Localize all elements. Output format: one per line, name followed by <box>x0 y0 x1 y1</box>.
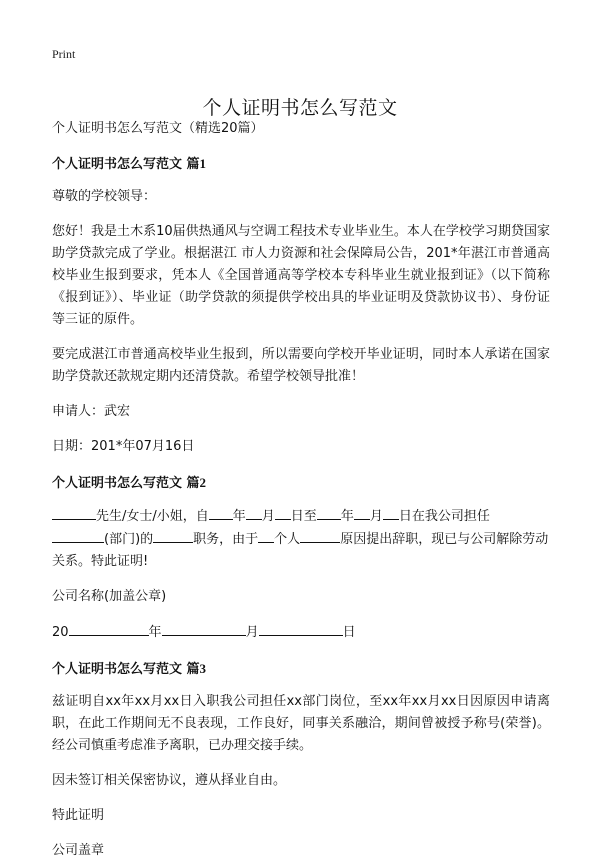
section1-heading <box>52 153 550 176</box>
section2-text-day-work: 日在我公司担任 <box>398 509 490 524</box>
section2-text-month-2: 月 <box>369 509 383 524</box>
section2-heading <box>52 472 550 495</box>
document-body <box>52 118 550 862</box>
document-title: 个人证明书怎么写范文 <box>202 96 398 119</box>
print-label[interactable]: Print <box>52 47 76 61</box>
section2-date-month: 月 <box>245 625 259 640</box>
section2-company: 公司名称(加盖公章) <box>52 589 167 604</box>
section2-heading-text: 个人证明书怎么写范文 <box>52 476 183 491</box>
section2-body <box>52 505 550 573</box>
section3-paragraph-1: 兹证明自xx年xx月xx日入职我公司担任xx部门岗位，至xx年xx月xx日因原因申请离职，在此工作期间无不良表现，工作良好，同事关系融洽，期间曾被授予称号(荣誉)。经公司慎重考虑准予离职，已办理交接手续。 <box>52 694 550 753</box>
intro-line: 个人证明书怎么写范文（精选20篇） <box>52 121 264 136</box>
section1-paragraph-2: 要完成湛江市普通高校毕业生报到，所以需要向学校开毕业证明，同时本人承诺在国家助学贷款还款规定期内还清贷款。希望学校领导批准！ <box>52 347 550 384</box>
blank-end-month <box>354 505 370 520</box>
section1-heading-num: 篇1 <box>186 156 207 171</box>
section2-date-line <box>52 621 550 644</box>
section3-heading-num: 篇3 <box>186 661 207 676</box>
section1-date: 日期：201*年07月16日 <box>52 439 195 454</box>
blank-start-year <box>209 505 233 520</box>
section2-date-prefix: 20 <box>52 625 69 640</box>
section1-salutation: 尊敬的学校领导： <box>52 189 157 204</box>
section3-certification: 特此证明 <box>52 808 105 823</box>
blank-end-day <box>383 505 399 520</box>
section2-text-year-2: 年 <box>340 509 354 524</box>
section2-text-title: 先生/女士/小姐，自 <box>96 509 209 524</box>
section3-paragraph-2: 因未签订相关保密协议，遵从择业自由。 <box>52 773 287 788</box>
blank-reason <box>300 528 340 543</box>
section1-paragraph-1: 您好！我是土木系10届供热通风与空调工程技术专业毕业生。本人在学校学习期贷国家助学贷款完成了学业。根据湛江 市人力资源和社会保障局公告，201*年湛江市普通高校毕业生报到要求，凭本人《全国普通高等学校本专科毕业生就业报到证》（以下简称《报到证》）、毕业证（助学贷款的须提供学校出具的毕业证明及贷款协议书）、身份证等三证的原件。 <box>52 224 550 327</box>
section2-text-job: 职务，由于 <box>193 532 259 547</box>
blank-sign-day <box>259 621 343 636</box>
section2-date-year: 年 <box>148 625 162 640</box>
blank-job <box>153 528 193 543</box>
section2-text-year: 年 <box>232 509 246 524</box>
blank-department <box>52 528 104 543</box>
blank-sign-month <box>162 621 246 636</box>
blank-start-day <box>275 505 291 520</box>
section2-text-day-to: 日至 <box>290 509 317 524</box>
section2-text-end: 原因提出辞职，现已与公司解除劳动关系。特此证明! <box>52 532 549 569</box>
blank-start-month <box>246 505 262 520</box>
section3-seal: 公司盖章 <box>52 843 105 858</box>
section1-heading-text: 个人证明书怎么写范文 <box>52 157 183 172</box>
blank-end-year <box>317 505 341 520</box>
section2-text-personal: 个人 <box>274 532 301 547</box>
section1-applicant: 申请人：武宏 <box>52 404 131 419</box>
section2-heading-num: 篇2 <box>186 475 207 490</box>
blank-sign-year <box>69 621 149 636</box>
section2-text-dept: (部门)的 <box>104 532 154 547</box>
blank-name <box>52 505 96 520</box>
section2-text-month: 月 <box>261 509 275 524</box>
section3-heading-text: 个人证明书怎么写范文 <box>52 662 183 677</box>
section2-date-day: 日 <box>342 625 356 640</box>
section3-heading <box>52 658 550 681</box>
blank-personal <box>258 528 274 543</box>
